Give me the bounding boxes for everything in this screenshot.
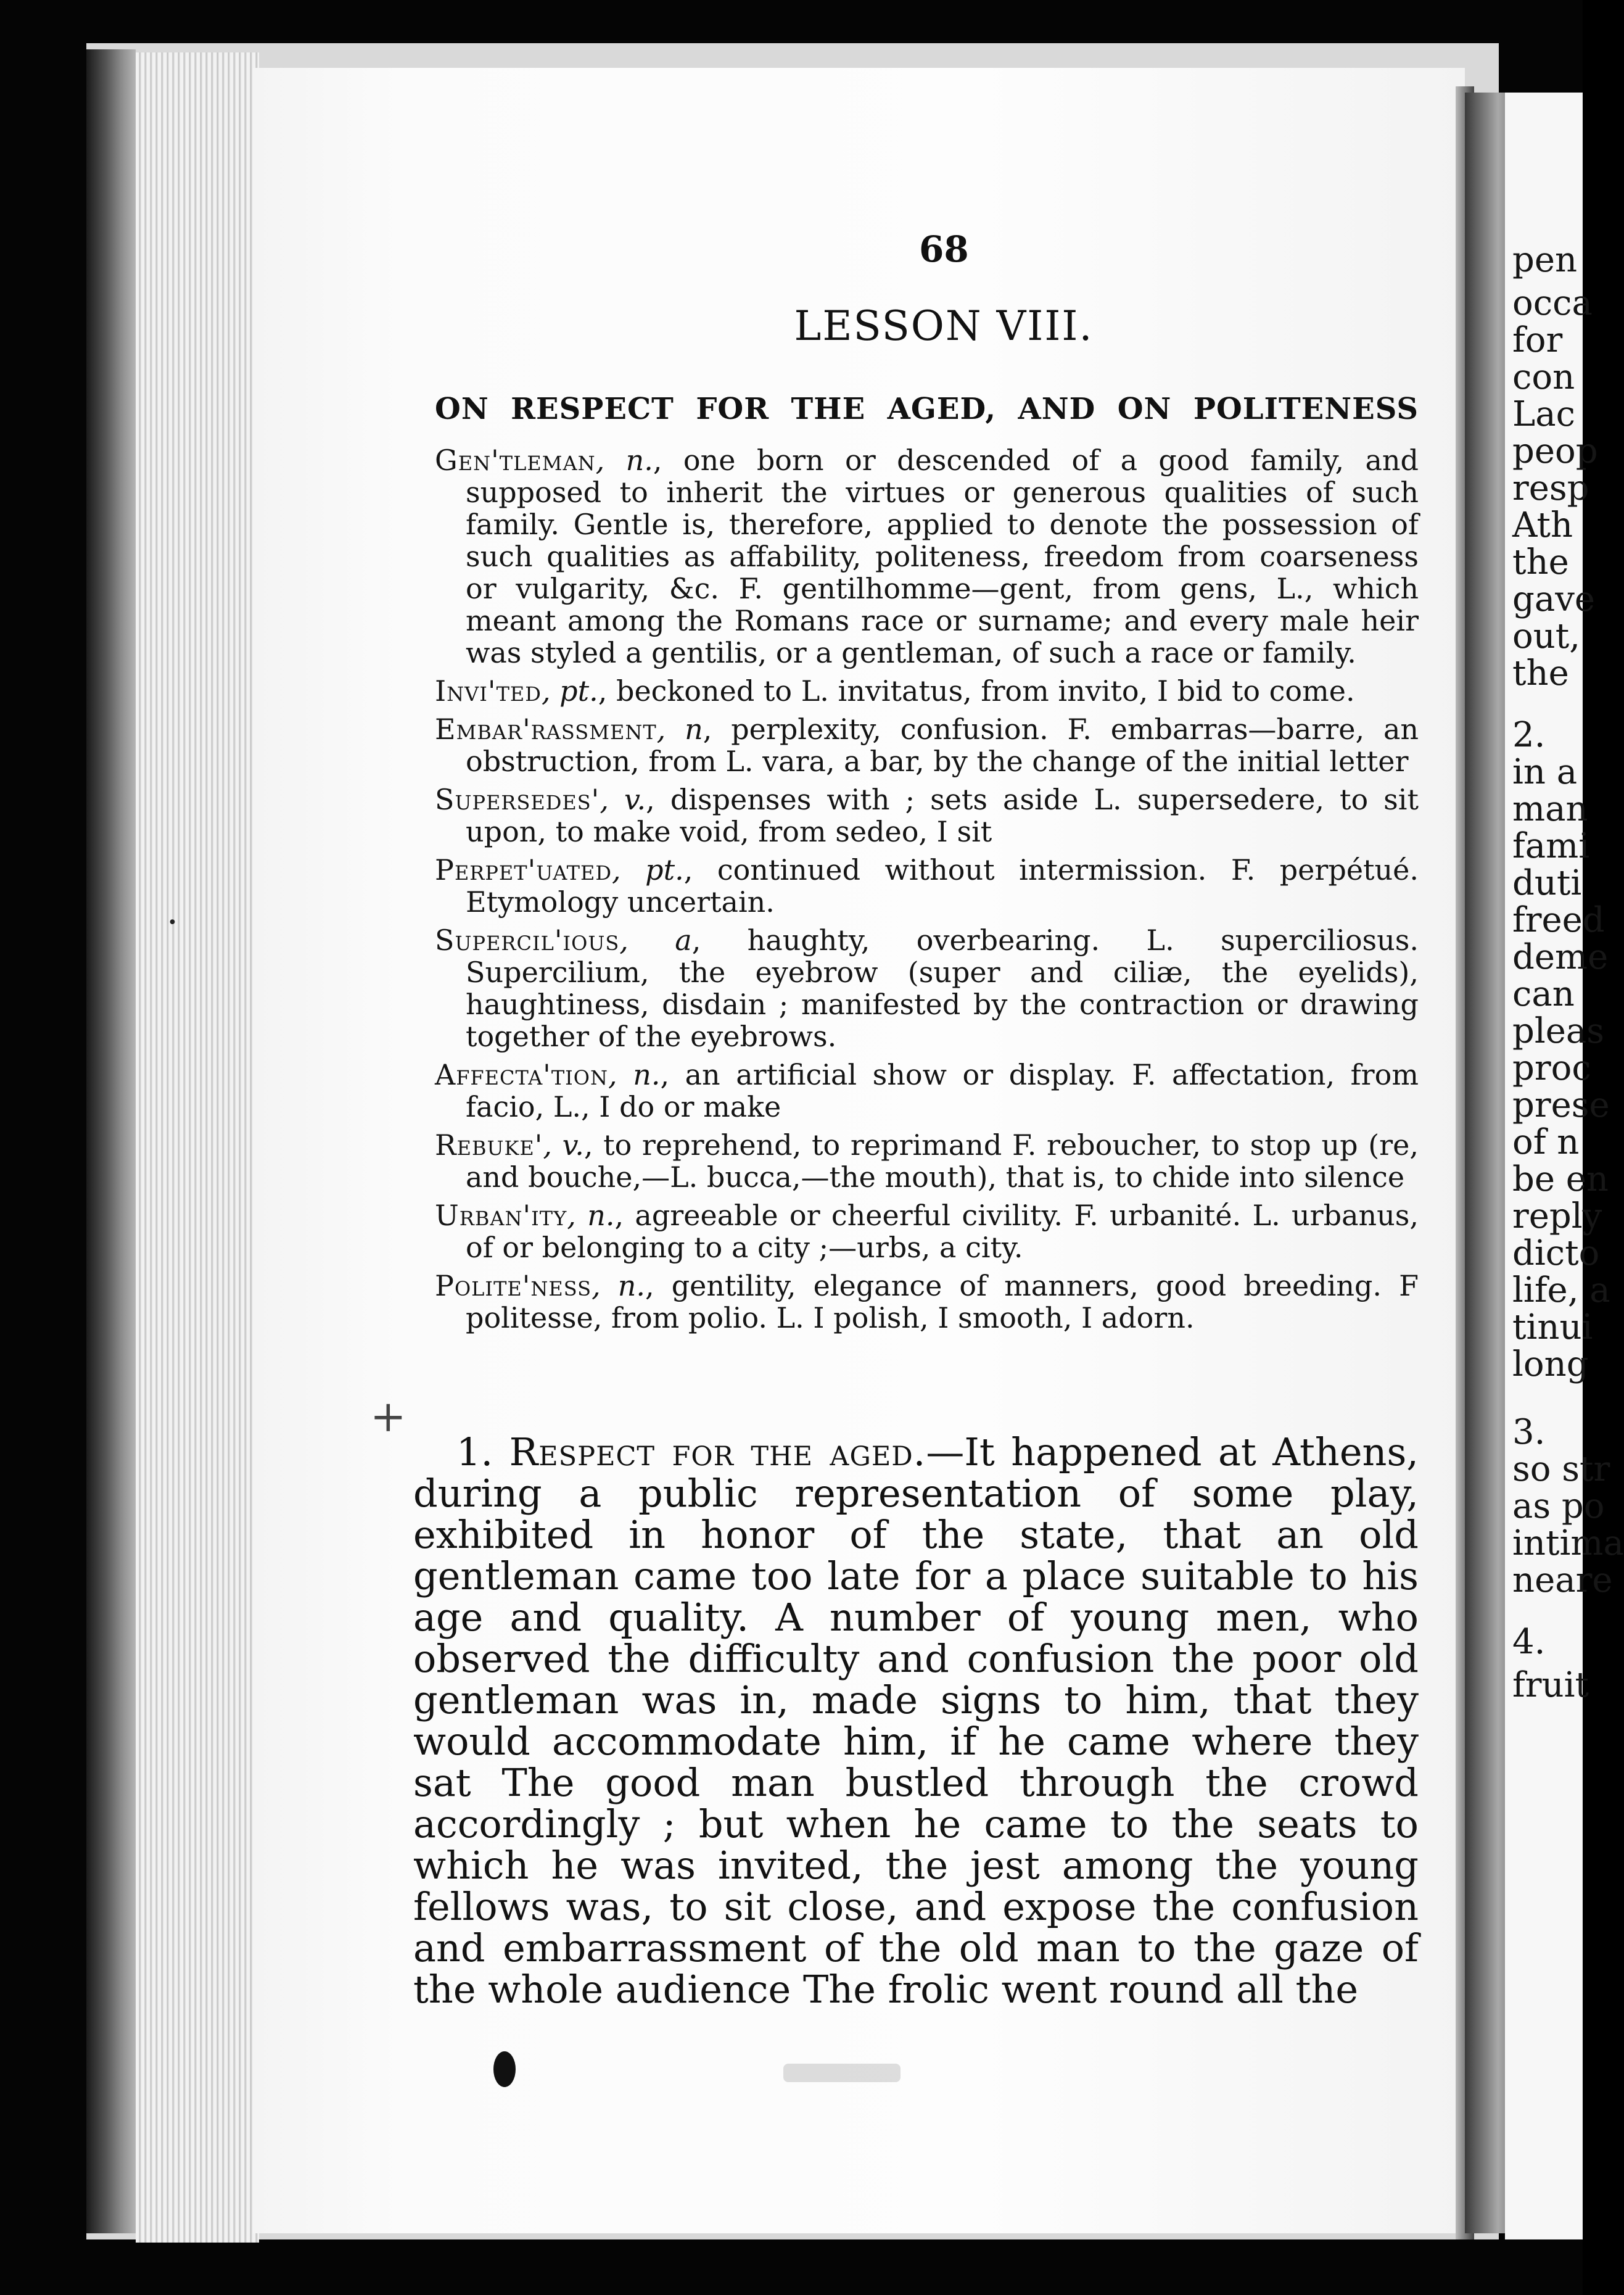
facing-page-text-fragment: Lac <box>1512 394 1575 434</box>
facing-page-text-fragment: freed <box>1512 900 1605 940</box>
vocab-part-of-speech: , n. <box>591 1269 646 1302</box>
vocab-part-of-speech: , v. <box>600 783 646 816</box>
vocab-entry <box>435 1270 1419 1334</box>
facing-page-text-fragment: 3. <box>1512 1412 1546 1452</box>
margin-tick-mark: · <box>167 901 179 944</box>
vocab-part-of-speech: , pt. <box>612 853 684 887</box>
facing-page-text-fragment: pen <box>1512 240 1578 280</box>
vocab-part-of-speech: , n. <box>595 444 653 477</box>
facing-page-text-fragment: be en <box>1512 1159 1609 1199</box>
vocabulary-list <box>435 444 1419 1340</box>
vocab-entry <box>435 713 1419 777</box>
vocab-headword: Invi'ted <box>435 674 542 708</box>
vocab-definition: , one born or descended of a good family, and supposed to inherit the virtues or generous qualities of such family. Gentle is, therefore, applied to denote the possession of such qualities as affability, politeness, freedom from coarseness or vulgarity, &c. F. gentilhomme—gent, from gens, L., which meant among the Romans race or surname; and every male heir was styled a gentilis, or a gentleman, of such a race or family. <box>466 444 1419 669</box>
facing-page-text-fragment: proc <box>1512 1048 1591 1088</box>
facing-page-text-fragment: long <box>1512 1344 1589 1384</box>
facing-page-text-fragment: intima <box>1512 1523 1624 1563</box>
facing-page-text-fragment: the <box>1512 542 1569 582</box>
facing-page-text-fragment: peop <box>1512 431 1598 471</box>
facing-page-text-fragment: neare <box>1512 1560 1613 1600</box>
paragraph-text: —It happened at Athens, during a public representation of some play, exhibited in honor of the state, that an old gentleman came too late for a place suitable to his age and quality. A number of young men, who observed the difficulty and confusion the poor old gentleman was in, made signs to him, that they would accommodate him, if he came where they sat The good man bustled through the crowd accordingly ; but when he came to the seats to which he was invited, the jest among the young fellows was, to sit close, and expose the confusion and embarrassment of the old man to the gaze of the whole audience The frolic went round all the <box>413 1429 1419 2012</box>
vocab-headword: Supersedes' <box>435 783 600 816</box>
facing-page-text-fragment: dicto <box>1512 1233 1600 1273</box>
facing-page-text-fragment: can <box>1512 974 1575 1014</box>
vocab-part-of-speech: , pt. <box>541 674 598 708</box>
facing-page-text-fragment: tinui <box>1512 1307 1593 1347</box>
facing-page-text-fragment: of n <box>1512 1122 1580 1162</box>
facing-page-text-fragment: man <box>1512 789 1588 829</box>
facing-page-text-fragment: deme <box>1512 937 1609 977</box>
page-edges <box>136 52 259 2243</box>
lesson-paragraph <box>413 1431 1419 2010</box>
facing-page-text-fragment: life, a <box>1512 1270 1610 1310</box>
vocab-part-of-speech: , a <box>619 924 692 957</box>
paragraph-number: 1. <box>456 1429 493 1474</box>
vocab-headword: Rebuke' <box>435 1128 543 1162</box>
facing-page-text-fragment: duti <box>1512 863 1582 903</box>
facing-page-text-fragment: resp <box>1512 468 1589 508</box>
page-number: 68 <box>919 228 969 270</box>
facing-page-text-fragment: in a <box>1512 752 1578 792</box>
facing-page-text-fragment: pleas <box>1512 1011 1605 1051</box>
facing-page-text-fragment: fami <box>1512 826 1590 866</box>
vocab-definition: , dispenses with ; sets aside L. supersedere, to sit upon, to make void, from sedeo, I sit <box>466 783 1419 848</box>
vocab-definition: , haughty, overbearing. L. superciliosus. Supercilium, the eyebrow (super and ciliæ, the eyelids), haughtiness, disdain ; manifested by the contraction or drawing together of the eyebrows. <box>466 924 1419 1053</box>
facing-page-text-fragment: reply <box>1512 1196 1602 1236</box>
book-spine-left <box>86 49 136 2233</box>
facing-page-text-fragment: the <box>1512 653 1569 693</box>
vocab-part-of-speech: , n <box>656 713 703 746</box>
vocab-entry <box>435 1199 1419 1263</box>
facing-page-text-fragment: 2. <box>1512 715 1546 755</box>
facing-page-text-fragment: out, <box>1512 616 1581 656</box>
facing-page-fragment <box>1505 93 1624 2239</box>
vocab-headword: Embar'rassment <box>435 713 657 746</box>
facing-page-text-fragment: for <box>1512 320 1563 360</box>
facing-page-text-fragment: occa <box>1512 283 1593 323</box>
vocab-definition: , gentility, elegance of manners, good breeding. F politesse, from polio. L. I polish, I smooth, I adorn. <box>466 1269 1419 1334</box>
vocab-part-of-speech: , n. <box>608 1058 661 1091</box>
vocab-definition: , agreeable or cheerful civility. F. urbanité. L. urbanus, of or belonging to a city ;—urbs, a city. <box>466 1199 1419 1264</box>
vocab-entry <box>435 1129 1419 1193</box>
vocab-headword: Affecta'tion <box>435 1058 609 1091</box>
vocab-part-of-speech: , v. <box>543 1128 584 1162</box>
vocab-headword: Supercil'ious <box>435 924 620 957</box>
vocab-definition: , beckoned to L. invitatus, from invito, I bid to come. <box>598 674 1355 708</box>
facing-page-text-fragment: con <box>1512 357 1575 397</box>
facing-page-text-fragment: Ath <box>1512 505 1573 545</box>
vocab-entry <box>435 924 1419 1052</box>
vocab-part-of-speech: , n. <box>567 1199 615 1232</box>
vocab-definition: , continued without intermission. F. perpétué. Etymology uncertain. <box>466 853 1419 919</box>
lesson-subtitle: ON RESPECT FOR THE AGED, AND ON POLITENESS <box>435 392 1419 426</box>
vocab-entry <box>435 784 1419 848</box>
margin-cross-mark: + <box>370 1391 406 1442</box>
facing-page-text-fragment: fruit <box>1512 1665 1589 1705</box>
vocab-headword: Polite'ness <box>435 1269 592 1302</box>
facing-page-text-fragment: gave <box>1512 579 1596 619</box>
vocab-entry <box>435 444 1419 669</box>
vocab-entry <box>435 854 1419 918</box>
facing-page-text-fragment: as po <box>1512 1486 1605 1526</box>
vocab-definition: , to reprehend, to reprimand F. reboucher, to stop up (re, and bouche,—L. bucca,—the mouth), that is, to chide into silence <box>466 1128 1419 1194</box>
facing-page-text-fragment: prese <box>1512 1085 1610 1125</box>
library-stamp-smudge <box>783 2064 901 2082</box>
vocab-entry <box>435 1059 1419 1123</box>
lesson-title: LESSON VIII. <box>794 302 1094 350</box>
vocab-headword: Gen'tleman <box>435 444 596 477</box>
vocab-entry <box>435 675 1419 707</box>
facing-page-text-fragment: 4. <box>1512 1622 1546 1662</box>
facing-page-text-fragment: so str <box>1512 1449 1610 1489</box>
ink-blot <box>493 2051 516 2087</box>
vocab-definition: , perplexity, confusion. F. embarras—barre, an obstruction, from L. vara, a bar, by the change of the initial letter <box>466 713 1419 778</box>
vocab-headword: Urban'ity <box>435 1199 567 1232</box>
vocab-definition: , an artificial show or display. F. affectation, from facio, L., I do or make <box>466 1058 1419 1123</box>
vocab-headword: Perpet'uated <box>435 853 612 887</box>
paragraph-lead: Respect for the aged. <box>509 1429 926 1474</box>
